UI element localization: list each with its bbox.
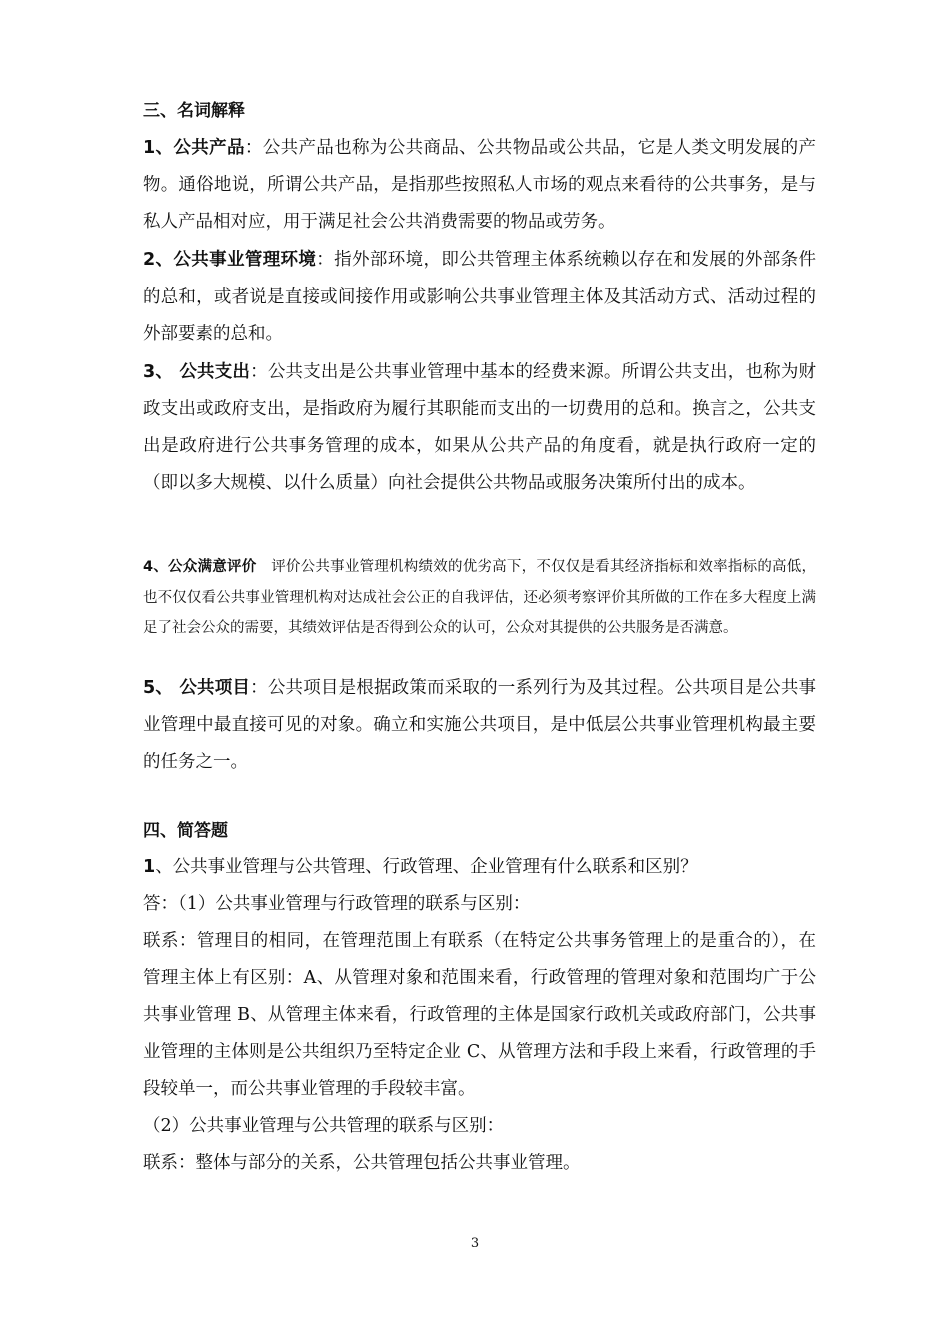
- term-4-label: 4、公众满意评价: [143, 559, 257, 575]
- question-1-text: 、公共事业管理与公共管理、行政管理、企业管理有什么联系和区别？: [155, 857, 698, 877]
- question-1: [143, 849, 816, 886]
- term-3-label: 3、 公共支出: [143, 362, 251, 382]
- term-2-text: 指外部环境，即公共管理主体系统赖以存在和发展的外部条件的总和，或者说是直接或间接作用或影响公共事业管理主体及其活动方式、活动过程的外部要素的总和。: [143, 250, 817, 344]
- term-2-label: 2、公共事业管理环境: [143, 250, 317, 270]
- term-4-sep: [256, 559, 271, 575]
- term-5-sep: ：: [250, 678, 268, 698]
- answer-contact-1: 联系：管理目的相同，在管理范围上有联系（在特定公共事务管理上的是重合的），在管理主体上有区别：A、从管理对象和范围来看，行政管理的管理对象和范围均广于公共事业管理 B、从管理主体来看，行政管理的主体是国家行政机关或政府部门，公共事业管理的主体则是公共组织乃至特定企业 C、从管理方法和手段上来看，行政管理的手段较单一，而公共事业管理的手段较丰富。: [143, 931, 816, 1099]
- section-3-heading: 三、名词解释: [143, 101, 245, 121]
- term-2-sep: ：: [316, 250, 335, 270]
- section-4-heading: 四、简答题: [143, 821, 228, 841]
- term-4-text: 评价公共事业管理机构绩效的优劣高下，不仅仅是看其经济指标和效率指标的高低，也不仅仅看公共事业管理机构对达成社会公正的自我评估，还必须考察评价其所做的工作在多大程度上满足了社会公众的需要，其绩效评估是否得到公众的认可，公众对其提供的公共服务是否满意。: [143, 559, 817, 636]
- term-1-sep: ：: [244, 138, 263, 158]
- term-5-label: 5、 公共项目: [143, 678, 251, 698]
- term-2-environment: [143, 242, 816, 353]
- answer-sub-2: （2）公共事业管理与公共管理的联系与区别：: [143, 1116, 505, 1136]
- term-1-public-goods: [143, 130, 816, 241]
- term-3-public-expenditure: [143, 354, 816, 502]
- term-1-label: 1、公共产品: [143, 138, 245, 158]
- term-5-public-project: [143, 670, 816, 781]
- page-number: 3: [470, 1236, 480, 1251]
- term-4-public-satisfaction: [143, 552, 816, 644]
- term-3-sep: ：: [250, 362, 268, 382]
- term-5-text: 公共项目是根据政策而采取的一系列行为及其过程。公共项目是公共事业管理中最直接可见的对象。确立和实施公共项目，是中低层公共事业管理机构最主要的任务之一。: [143, 678, 817, 772]
- question-1-number: 1: [143, 857, 156, 877]
- answer-contact-2: 联系：整体与部分的关系，公共管理包括公共事业管理。: [143, 1153, 581, 1173]
- term-1-text: 公共产品也称为公共商品、公共物品或公共品，它是人类文明发展的产物。通俗地说，所谓公共产品，是指那些按照私人市场的观点来看待的公共事务，是与私人产品相对应，用于满足社会公共消费需要的物品或劳务。: [143, 138, 817, 232]
- term-3-text: 公共支出是公共事业管理中基本的经费来源。所谓公共支出，也称为财政支出或政府支出，是指政府为履行其职能而支出的一切费用的总和。换言之，公共支出是政府进行公共事务管理的成本，如果从公共产品的角度看，就是执行政府一定的（即以多大规模、以什么质量）向社会提供公共物品或服务决策所付出的成本。: [143, 362, 817, 493]
- answer-intro: 答：（1）公共事业管理与行政管理的联系与区别：: [143, 894, 531, 914]
